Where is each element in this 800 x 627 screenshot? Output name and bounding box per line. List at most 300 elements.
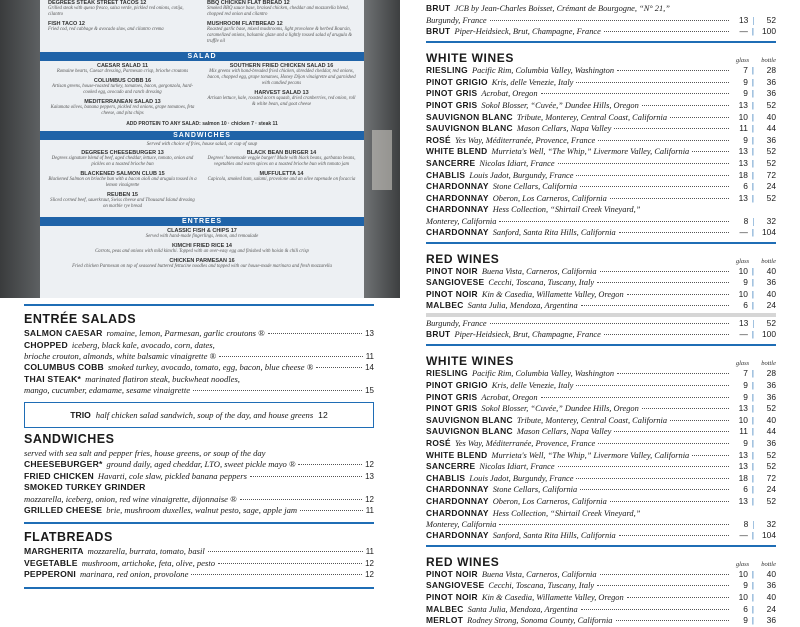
photo-item-title: BLACK BEAN BURGER xyxy=(246,150,309,156)
price-separator: | xyxy=(751,462,754,472)
menu-item-description: marinara, red onion, provolone xyxy=(79,569,189,579)
menu-item-description: mozzarella, burrata, tomato, basil xyxy=(87,546,205,556)
wine-glass-price: 9 xyxy=(743,88,748,99)
wine-varietal: PINOT NOIR xyxy=(426,288,478,299)
wine-description: Tribute, Monterey, Central Coast, California xyxy=(516,415,668,425)
photo-sandwiches-subtitle: Served with choice of fries, house salad, or cup of soup xyxy=(146,142,258,147)
wine-description: Hess Collection, “Shirtail Creek Vineyard,” xyxy=(492,508,641,518)
wine-bottle-price: 100 xyxy=(762,25,776,36)
wine-varietal: SAUVIGNON BLANC xyxy=(426,123,513,134)
wine-row xyxy=(426,403,776,415)
photo-item-description: Degrees' homemade veggie burger! Made with black beans, garbanzo beans, vegetables and warm spices on a toasted brioche bun with tomato jam xyxy=(207,156,356,167)
photo-top-right-items xyxy=(207,0,356,48)
photo-item-description: Artisan lettuce, kale, roasted acorn squash, dried cranberries, red onion, roll & white bean, and goat cheese xyxy=(207,96,356,107)
trio-name: TRIO xyxy=(70,410,91,420)
photo-glare xyxy=(372,130,392,190)
wine-continuation xyxy=(426,216,776,227)
dot-leader xyxy=(627,597,729,598)
wine-glass-price: 8 xyxy=(743,215,749,226)
price-separator: | xyxy=(751,266,754,276)
wine-row xyxy=(426,170,776,182)
wine-glass-price: 7 xyxy=(743,65,748,76)
menu-item-description: iceberg, black kale, avocado, corn, dates, xyxy=(71,339,215,350)
wine-varietal: SANCERRE xyxy=(426,461,476,472)
wine-varietal: WHITE BLEND xyxy=(426,449,488,460)
dot-leader xyxy=(490,323,730,324)
dot-leader xyxy=(558,466,729,467)
wine-description: Piper-Heidsieck, Brut, Champagne, France xyxy=(454,329,601,339)
dot-leader xyxy=(614,431,729,432)
photo-item-title: COLUMBUS COBB xyxy=(93,78,144,84)
wine-description-cont: Burgundy, France xyxy=(426,318,487,328)
photo-item-description: Mix greens with hand-breaded fried chicken, shredded cheddar, red onions, bacon, chopped egg, grape tomatoes, Honey Dijon vinaigrette and garnished with candied pecans xyxy=(207,69,356,86)
dot-leader xyxy=(597,585,729,586)
wine-row xyxy=(426,100,776,112)
menu-item-name: FRIED CHICKEN xyxy=(24,470,94,481)
dot-leader xyxy=(642,408,729,409)
wine-glass-price: 6 xyxy=(743,181,748,192)
wine-varietal: CHARDONNAY xyxy=(426,204,489,215)
wine-glass-price: 13 xyxy=(738,146,748,157)
price-separator: | xyxy=(751,616,754,626)
dot-leader xyxy=(499,221,729,222)
sparkling-partial-list xyxy=(426,3,776,37)
white-wines-list xyxy=(426,368,776,541)
price-separator: | xyxy=(751,404,754,414)
wine-glass-price: 11 xyxy=(739,123,748,134)
price-separator: | xyxy=(751,112,754,122)
wine-varietal: BRUT xyxy=(426,328,451,339)
wine-bottle-price: 36 xyxy=(766,580,776,591)
dot-leader xyxy=(604,31,729,32)
wine-varietal: SANCERRE xyxy=(426,157,476,168)
wine-bottle-price: 40 xyxy=(766,568,776,579)
photo-item-title: MUSHROOM FLATBREAD xyxy=(207,21,276,27)
wine-row xyxy=(426,569,776,581)
photo-menu-item xyxy=(207,171,356,183)
wine-glass-price: 6 xyxy=(743,484,748,495)
wine-bottle-price: 36 xyxy=(766,88,776,99)
wine-description: Stone Cellars, California xyxy=(492,485,578,495)
wine-description: Pacific Rim, Columbia Valley, Washington xyxy=(471,369,615,379)
photo-item-title: CLASSIC FISH & CHIPS xyxy=(167,228,230,234)
section-rule xyxy=(24,304,374,306)
glass-label: glass xyxy=(735,257,750,265)
wine-varietal: WHITE BLEND xyxy=(426,146,488,157)
wine-varietal: BRUT xyxy=(426,3,451,13)
sandwiches-heading: SANDWICHES xyxy=(24,432,115,446)
menu-item-price: 15 xyxy=(365,386,374,395)
dot-leader xyxy=(670,117,729,118)
menu-item-price: 12 xyxy=(365,570,374,579)
photo-item-price: 15 xyxy=(131,192,138,198)
wine-row xyxy=(426,368,776,380)
dot-leader xyxy=(580,489,729,490)
wine-varietal: CHARDONNAY xyxy=(426,507,489,518)
wine-row xyxy=(426,329,776,341)
section-rule xyxy=(426,545,776,547)
photo-item-price: 13 xyxy=(302,90,309,96)
sparkling-partial-list-repeat xyxy=(426,318,776,341)
photo-item-title: KIMCHI FRIED RICE xyxy=(172,243,225,249)
photo-menu-item xyxy=(48,78,197,96)
section-rule xyxy=(426,41,776,43)
dot-leader xyxy=(617,70,729,71)
photo-item-price: 12 xyxy=(276,21,283,27)
price-separator: | xyxy=(751,485,754,495)
price-separator: | xyxy=(751,301,754,311)
menu-item-name: PEPPERONI xyxy=(24,569,76,579)
wine-row xyxy=(426,77,776,89)
red-wines-list xyxy=(426,569,776,627)
dot-leader xyxy=(616,620,729,621)
wine-bottle-price: 100 xyxy=(762,328,776,339)
photo-item-description: Fried chicken Parmesan on top of seasoned buttered fettucine noodles and topped with our house-made marinara and fresh mozzarella xyxy=(72,264,332,269)
dot-leader xyxy=(219,356,363,357)
wine-glass-price: 9 xyxy=(743,380,748,391)
dot-leader xyxy=(580,186,729,187)
photo-item-price: 12 xyxy=(140,0,147,6)
wine-glass-price: 13 xyxy=(738,496,748,506)
photo-item-price: 12 xyxy=(283,0,290,6)
wine-bottle-price: 36 xyxy=(766,134,776,145)
photo-item-title: CHICKEN PARMESAN xyxy=(169,258,227,264)
wine-bottle-price: 40 xyxy=(766,111,776,122)
wine-description: Kris, delle Venezie, Italy xyxy=(491,381,574,391)
menu-item-price: 12 xyxy=(365,494,374,504)
wine-row xyxy=(426,266,776,278)
price-separator: | xyxy=(751,392,754,402)
photo-menu-item xyxy=(40,258,364,270)
price-separator: | xyxy=(751,278,754,288)
wine-list-panel xyxy=(400,0,800,626)
wine-varietal: CHARDONNAY xyxy=(426,496,489,506)
wine-row xyxy=(426,473,776,485)
white-wines-list xyxy=(426,65,776,238)
wine-glass-price: 9 xyxy=(743,615,748,626)
wine-bottle-price: 44 xyxy=(766,123,776,134)
dot-leader xyxy=(316,367,362,368)
wine-glass-price: 7 xyxy=(743,368,748,379)
wine-row xyxy=(426,277,776,289)
wine-varietal: PINOT NOIR xyxy=(426,568,478,579)
wine-varietal: MERLOT xyxy=(426,615,464,626)
menu-item-description: ground daily, aged cheddar, LTO, sweet pickle mayo ® xyxy=(106,459,296,469)
wine-glass-price: 10 xyxy=(738,414,748,425)
wine-row xyxy=(426,415,776,427)
photo-item-title: MUFFULETTA xyxy=(259,171,296,177)
dot-leader xyxy=(558,163,729,164)
menu-item-row xyxy=(24,558,374,570)
price-separator: | xyxy=(751,135,754,145)
wine-varietal: BRUT xyxy=(426,25,451,36)
menu-item-name: VEGETABLE xyxy=(24,557,78,568)
wine-varietal: MALBEC xyxy=(426,603,464,614)
dot-leader xyxy=(208,551,363,552)
menu-item-name: GRILLED CHEESE xyxy=(24,504,103,515)
wine-bottle-price: 40 xyxy=(766,591,776,602)
photo-item-title: BBQ CHICKEN FLAT BREAD xyxy=(207,0,283,6)
dot-leader xyxy=(581,305,729,306)
price-separator: | xyxy=(752,15,754,25)
photo-item-description: Served with hand-made fingerlings, lemon, and remoulade xyxy=(145,234,259,239)
menu-photo xyxy=(0,0,400,298)
photo-sandwiches-right xyxy=(207,150,356,213)
wine-bottle-price: 72 xyxy=(766,472,776,483)
dot-leader xyxy=(218,563,362,564)
price-separator: | xyxy=(751,497,754,506)
photo-menu-item xyxy=(48,192,197,210)
price-separator: | xyxy=(751,604,754,614)
photo-item-price: 13 xyxy=(157,150,164,156)
wine-row xyxy=(426,508,776,520)
wine-bottle-price: 44 xyxy=(766,426,776,437)
photo-item-description: Smoked BBQ sauce base, braised chicken, cheddar and mozzarella blend, chopped red onion and cilantro xyxy=(207,6,349,17)
menu-item-row xyxy=(24,374,374,386)
dot-leader xyxy=(600,574,729,575)
wine-description: Tribute, Monterey, Central Coast, California xyxy=(516,112,668,122)
wine-bottle-price: 24 xyxy=(766,484,776,495)
wine-description: Hess Collection, “Shirtail Creek Vineyard,” xyxy=(492,205,641,215)
dot-leader xyxy=(642,105,729,106)
wine-glass-price: 18 xyxy=(738,169,748,180)
photo-top-left-items xyxy=(48,0,197,48)
wine-description: Louis Jadot, Burgundy, France xyxy=(469,170,574,180)
wine-row xyxy=(426,123,776,135)
wine-varietal: ROSÉ xyxy=(426,134,451,145)
photo-menu-item xyxy=(207,150,356,168)
wine-bottle-price: 32 xyxy=(766,215,776,226)
wine-bottle-price: 24 xyxy=(766,603,776,614)
menu-item-name: SALMON CAESAR xyxy=(24,328,103,338)
dot-leader xyxy=(490,20,730,21)
wine-varietal: PINOT GRIS xyxy=(426,403,478,414)
photo-item-price: 16 xyxy=(228,258,235,264)
wine-bottle-price: 36 xyxy=(766,615,776,626)
photo-menu-item xyxy=(48,171,197,189)
menu-item-row xyxy=(24,482,374,494)
menu-item-name: COLUMBUS COBB xyxy=(24,362,104,372)
wine-description: Piper-Heidsieck, Brut, Champagne, France xyxy=(454,26,601,36)
wine-description: Murrieta's Well, “The Whip,” Livermore Valley, California xyxy=(491,147,690,157)
photo-menu-item xyxy=(207,90,356,108)
menu-item-price: 12 xyxy=(365,558,374,568)
menu-item-row xyxy=(24,546,374,558)
wine-description: Buena Vista, Carneros, California xyxy=(481,569,597,579)
menu-item-description: mushroom, artichoke, feta, olive, pesto xyxy=(81,557,216,568)
wine-varietal: CHARDONNAY xyxy=(426,192,489,203)
wine-bottle-price: 32 xyxy=(766,519,776,530)
photo-item-description: Roasted garlic base, mixed mushrooms, light provolone & herbed Boursin, caramelized onions, balsamic glaze and a lightly tossed salad of arugula & truffle oil xyxy=(207,27,352,44)
wine-bottle-price: 52 xyxy=(766,157,776,168)
column-labels xyxy=(724,57,776,64)
bottle-label: bottle xyxy=(761,257,776,265)
wine-row xyxy=(426,380,776,392)
wine-row xyxy=(426,592,776,604)
dot-leader xyxy=(619,535,729,536)
wine-row xyxy=(426,158,776,170)
glass-label: glass xyxy=(735,560,750,568)
wine-row xyxy=(426,392,776,404)
menu-item-row xyxy=(24,569,374,581)
menu-item-description: romaine, lemon, Parmesan, garlic croutons ® xyxy=(106,328,265,338)
wine-glass-price: 13 xyxy=(738,192,748,203)
price-separator: | xyxy=(751,427,754,437)
trio-description: half chicken salad sandwich, soup of the day, and house greens xyxy=(95,410,314,420)
wine-continuation xyxy=(426,519,776,530)
price-separator: | xyxy=(751,592,754,602)
wine-description: Rodney Strong, Sonoma County, California xyxy=(467,616,613,626)
photo-add-protein: ADD PROTEIN TO ANY SALAD: salmon 10 · chicken 7 · steak 11 xyxy=(126,121,278,127)
menu-item-description: smoked turkey, avocado, tomato, egg, bacon, blue cheese ® xyxy=(107,362,314,372)
photo-item-price: 11 xyxy=(142,63,149,69)
wine-description: Nicolas Idiart, France xyxy=(479,462,555,472)
menu-item-price: 11 xyxy=(365,547,374,556)
wine-bottle-price: 104 xyxy=(762,226,776,237)
photo-item-title: SOUTHERN FRIED CHICKEN SALAD xyxy=(229,63,326,69)
sandwiches-list xyxy=(24,459,374,516)
white-wines-heading: WHITE WINES xyxy=(426,354,514,369)
menu-item-row xyxy=(24,459,374,471)
wine-glass-price: 13 xyxy=(738,157,748,168)
dot-leader xyxy=(610,501,729,502)
photo-item-price: 12 xyxy=(78,21,85,27)
wine-row xyxy=(426,604,776,616)
photo-menu-item xyxy=(40,228,364,240)
wine-description-cont: Monterey, California xyxy=(426,216,497,226)
wine-description: Yes Way, Méditerranée, Provence, France xyxy=(454,439,596,449)
wine-varietal: SAUVIGNON BLANC xyxy=(426,426,513,437)
wine-varietal: CHARDONNAY xyxy=(426,484,489,495)
wine-description: Nicolas Idiart, France xyxy=(479,158,555,168)
wine-row xyxy=(426,204,776,216)
wine-row xyxy=(426,426,776,438)
dot-leader xyxy=(692,151,729,152)
wine-row xyxy=(426,65,776,77)
wine-bottle-price: 40 xyxy=(766,414,776,425)
wine-bottle-price: 52 xyxy=(766,14,776,25)
wine-bottle-price: 40 xyxy=(766,288,776,299)
wine-glass-price: 10 xyxy=(738,265,748,276)
photo-item-description: Grilled steak with queso fresco, salsa verde, pickled red onions, cotija, cilantro xyxy=(48,6,184,17)
wine-bottle-price: 52 xyxy=(766,146,776,157)
wine-bottle-price: 52 xyxy=(766,317,776,328)
photo-menu-item xyxy=(48,0,197,18)
wine-continuation xyxy=(426,318,776,329)
wine-glass-price: 13 xyxy=(738,403,748,414)
wine-row xyxy=(426,615,776,627)
wine-row xyxy=(426,26,776,38)
wine-description: Santa Julia, Mendoza, Argentina xyxy=(467,604,578,614)
page-seam xyxy=(426,313,776,317)
wine-description: Louis Jadot, Burgundy, France xyxy=(469,473,574,483)
photo-menu-item xyxy=(40,243,364,255)
wine-bottle-price: 36 xyxy=(766,380,776,391)
menu-item-price: 13 xyxy=(365,329,374,338)
column-labels xyxy=(724,360,776,367)
menu-item-continuation xyxy=(24,351,374,362)
column-labels xyxy=(724,258,776,265)
wine-glass-price: 6 xyxy=(743,300,748,311)
dot-leader xyxy=(581,609,729,610)
wine-varietal: PINOT GRIGIO xyxy=(426,76,488,87)
price-separator: | xyxy=(751,227,754,237)
wine-row xyxy=(426,300,776,312)
price-separator: | xyxy=(751,415,754,425)
menu-item-price: 13 xyxy=(365,471,374,481)
wine-bottle-price: 52 xyxy=(766,496,776,506)
photo-item-description: Carrots, peas and onions with mild kimchi. Topped with an over-easy egg and finished with hoisin & chili crisp xyxy=(95,249,309,254)
wine-row xyxy=(426,289,776,301)
wine-row xyxy=(426,193,776,205)
price-separator: | xyxy=(751,381,754,391)
photo-item-title: HARVEST SALAD xyxy=(254,90,301,96)
section-rule xyxy=(426,344,776,346)
glass-label: glass xyxy=(735,57,750,65)
photo-menu-item xyxy=(48,99,197,117)
price-separator: | xyxy=(751,569,754,579)
dot-leader xyxy=(298,464,362,465)
photo-item-title: DEGREES CHEESEBURGER xyxy=(81,150,157,156)
dot-leader xyxy=(670,420,729,421)
photo-item-description: Artisan greens, house-roasted turkey, tomatoes, bacon, gorgonzola, hard-cooked egg, avocado and ranch dressing xyxy=(51,84,194,95)
red-wines-list xyxy=(426,266,776,312)
photo-salad-band: SALAD xyxy=(40,52,364,61)
dot-leader xyxy=(604,334,729,335)
photo-item-price: 14 xyxy=(225,243,232,249)
wine-bottle-price: 52 xyxy=(766,192,776,203)
photo-item-price: 16 xyxy=(144,78,152,84)
photo-item-title: DEGREES STEAK STREET TACOS xyxy=(48,0,139,6)
menu-item-continuation xyxy=(24,494,374,505)
wine-row xyxy=(426,146,776,158)
wine-varietal: PINOT GRIS xyxy=(426,99,478,110)
wine-description: Sokol Blosser, “Cuvée,” Dundee Hills, Oregon xyxy=(481,404,639,414)
wine-varietal: ROSÉ xyxy=(426,438,451,449)
menu-item-row xyxy=(24,328,374,340)
price-separator: | xyxy=(751,147,754,157)
dot-leader xyxy=(617,373,729,374)
photo-entrees xyxy=(40,228,364,270)
wine-bottle-price: 72 xyxy=(766,169,776,180)
price-separator: | xyxy=(751,26,754,36)
dot-leader xyxy=(576,478,728,479)
menu-item-row xyxy=(24,340,374,352)
menu-item-name: THAI STEAK* xyxy=(24,373,82,384)
wine-varietal: PINOT GRIS xyxy=(426,88,478,99)
price-separator: | xyxy=(751,531,754,541)
photo-menu-item xyxy=(48,21,197,33)
wine-description: Sanford, Santa Rita Hills, California xyxy=(492,227,616,237)
flatbreads-list xyxy=(24,546,374,581)
photo-item-title: REUBEN xyxy=(107,192,131,198)
photo-item-description: Sliced corned beef, sauerkraut, Swiss cheese and Thousand Island dressing on marble rye bread xyxy=(50,198,195,209)
wine-varietal: PINOT GRIGIO xyxy=(426,380,488,391)
wine-glass-price: — xyxy=(739,530,748,541)
wine-row xyxy=(426,88,776,100)
wine-row xyxy=(426,181,776,193)
glass-label: glass xyxy=(735,360,750,368)
wine-bottle-price: 36 xyxy=(766,438,776,449)
photo-item-price: 14 xyxy=(310,150,317,156)
entree-salads-list xyxy=(24,328,374,396)
wine-row xyxy=(426,580,776,592)
photo-item-description: Kalamata olives, banana peppers, pickled red onions, grape tomatoes, feta cheese, and pita chips xyxy=(50,105,195,116)
dot-leader xyxy=(541,93,729,94)
price-separator: | xyxy=(751,66,754,76)
wine-description: Yes Way, Méditerranée, Provence, France xyxy=(454,135,596,145)
dot-leader xyxy=(268,333,362,334)
